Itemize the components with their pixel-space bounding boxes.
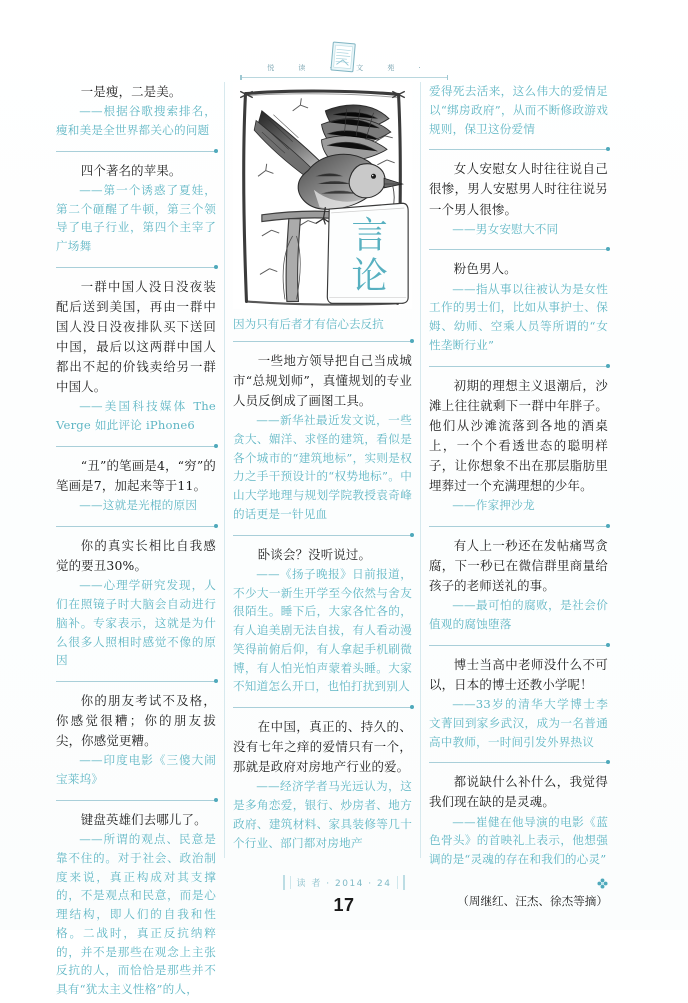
quote-entry [429,772,608,873]
quote-text: 女人安慰女人时往往说自己很惨，男人安慰男人时往往说另一个男人很惨。 [429,161,608,217]
separator-dot-icon [214,265,218,269]
quote-entry [233,545,412,701]
quote-text: 卧谈会？没听说过。 [257,546,372,562]
quote-entry [56,277,216,439]
quote-source: ——第一个诱惑了夏娃，第二个砸醒了牛顿，第三个领导了电子行业，第四个主宰了广场舞 [56,182,216,254]
quote-source: ——根据谷歌搜索排名，瘦和美是全世界都关心的问题 [56,104,216,137]
quote-text: 都说缺什么补什么，我觉得我们现在缺的是灵魂。 [429,774,608,810]
separator-dot-icon [410,533,414,537]
quote-text: 初期的理想主义退潮后，沙滩上往往就剩下一群中年胖子。他们从沙滩流落到各地的酒桌上，一个个看透世态的聪明样子，让你想象不出在那层脂肪里埋葬过一个充满理想的少年。 [429,377,608,494]
quote-source: ——最可怕的腐败，是社会价值观的腐蚀堕落 [429,598,608,632]
column-right [420,82,616,908]
quote-source: ——崔健在他导演的电影《蓝色骨头》的首映礼上表示，他想强调的是“灵魂的存在和我们的心灵” [429,814,608,867]
page-number: 17 [333,895,355,915]
quote-text: 一是瘦，二是美。 [80,84,182,99]
header-title: 悦 读 · 文 苑 · [267,64,432,72]
separator-dot-icon [214,798,218,802]
separator-dot-icon [214,149,218,153]
column-left [48,82,224,997]
entry-separator [56,800,216,801]
separator-dot-icon [410,339,414,343]
separator-dot-icon [410,705,414,709]
quote-entry [56,456,216,519]
quote-text: 四个著名的苹果。 [80,162,182,178]
quote-entry [429,159,608,242]
entry-separator [56,526,216,527]
quote-entry [429,655,608,756]
quote-source: ——印度电影《三傻大闹宝莱坞》 [56,753,216,787]
quote-entry [233,351,412,528]
quote-source: ——《扬子晚报》日前报道，不少大一新生开学至今依然与舍友很陌生。睡下后，大家各忙各的，有人追美剧无法自拔，有人看动漫笑得前俯后仰，有人拿起手机刷微博，有人怕光怕声蒙着头睡。大家不知道怎么开口，也怕打扰到别人 [233,566,412,694]
scroll-char-2: 论 [351,253,388,297]
entry-separator [429,762,608,763]
quote-source: ——经济学者马光远认为，这是多角恋爱，银行、炒房者、地方政府、建筑材料、家具装修等几十个行业、部门都对房地产 [233,779,412,850]
quote-text: 在中国，真正的、持久的、没有七年之痒的爱情只有一个，那就是政府对房地产行业的爱。 [233,719,412,775]
quote-source: ——指从事以往被认为是女性工作的男士们，比如从事护士、保姆、幼师、空乘人员等所谓的“女性垄断行业” [429,281,608,352]
quote-entry [56,82,216,144]
bird-with-scroll-engraving [233,82,412,309]
quote-text: 一些地方领导把自己当成城市“总规划师”，真懂规划的专业人员反倒成了画图工具。 [233,352,412,408]
quote-source: ——心理学研究发现，人们在照镜子时大脑会自动进行脑补。专家表示，这就是为什么很多人照相时感觉不像的原因 [56,578,216,668]
quote-entry [56,691,216,793]
quote-text: 粉色男人。 [453,261,517,277]
quote-text: “丑”的笔画是4，“穷”的笔画是7，加起来等于11。 [56,458,216,494]
entry-separator [429,249,608,250]
quote-entry [429,376,608,519]
separator-dot-icon [606,147,610,151]
section-attribution: （周继红、汪杰、徐杰等摘） [457,893,608,908]
separator-dot-icon [214,679,218,683]
quote-entry [233,717,412,856]
column-middle [224,82,420,858]
entry-separator [56,446,216,447]
quote-source: 爱得死去活来，这么伟大的爱情足以“绑房政府”，从而不断修政游戏规则，保卫这份爱情 [429,84,608,136]
quote-source: ——作家押沙龙 [452,498,535,513]
quote-text: 博士当高中老师没什么不可以，日本的博士还教小学呢！ [429,656,608,692]
quote-entry-continuation [429,82,608,142]
quote-source: ——这就是光棍的原因 [79,498,198,513]
quote-entry [429,259,608,358]
entry-separator [56,267,216,268]
issue-text: 读 者 · 2014 · 24 [290,876,399,889]
quote-entry [429,536,608,638]
quote-source: ——男女安慰大不同 [452,221,559,236]
separator-dot-icon [214,524,218,528]
separator-dot-icon [214,444,218,448]
quote-text: 你的朋友考试不及格，你感觉很糟；你的朋友拔尖，你感觉更糟。 [56,693,216,749]
header-rule [240,64,448,78]
issue-label [283,875,406,890]
entry-separator [429,149,608,150]
entry-separator [429,526,608,527]
scroll-char-1: 言 [351,213,388,257]
entry-separator [233,535,412,536]
quote-text: 你的真实长相比自我感觉的要丑30%。 [56,537,216,574]
entry-separator [56,681,216,682]
quote-text: 有人上一秒还在发帖痛骂贪腐，下一秒已在微信群里商量给孩子的老师送礼的事。 [429,537,608,594]
quote-source: ——33岁的清华大学博士李文菁回到家乡武汉，成为一名普通高中教师，一时间引发外界热议 [429,697,608,749]
entry-separator [429,645,608,646]
entry-separator [233,341,412,342]
entry-separator [429,366,608,367]
quote-source: ——所谓的观点、民意是靠不住的。对于社会、政治制度来说，真正构成对其支撑的，不是观点和民意，而是心理结构，即人们的自我和性格。二战时，真正反抗纳粹的，并不是那些在观念上主张反抗的人，而恰恰是那些并不具有“犹太主义性格”的人， [56,832,216,997]
quote-text: 键盘英雄们去哪儿了。 [80,811,207,827]
separator-dot-icon [606,643,610,647]
separator-dot-icon [606,524,610,528]
quote-source: ——美国科技媒体 The Verge 如此评论 iPhone6 [56,399,216,433]
separator-dot-icon [606,247,610,251]
separator-dot-icon [606,364,610,368]
entry-separator [56,151,216,152]
quote-entry [56,161,216,260]
quote-source: ——新华社最近发文说，一些贪大、媚洋、求怪的建筑，看似是各个城市的“建筑地标”，实则是权力之手干预设计的“权势地标”。中山大学地理与规划学院教授袁奇峰的话更是一针见血 [233,412,412,521]
page-footer [0,875,688,916]
page-header [0,32,688,78]
entry-separator [233,707,412,708]
figure-caption: 因为只有后者才有信心去反抗 [233,317,384,332]
separator-dot-icon [606,760,610,764]
quote-entry [56,536,216,674]
quote-text: 一群中国人没日没夜装配后送到美国，再由一群中国人没日没夜排队买下送回中国，最后以这两群中国人都出不起的价钱卖给另一群中国人。 [56,278,216,395]
